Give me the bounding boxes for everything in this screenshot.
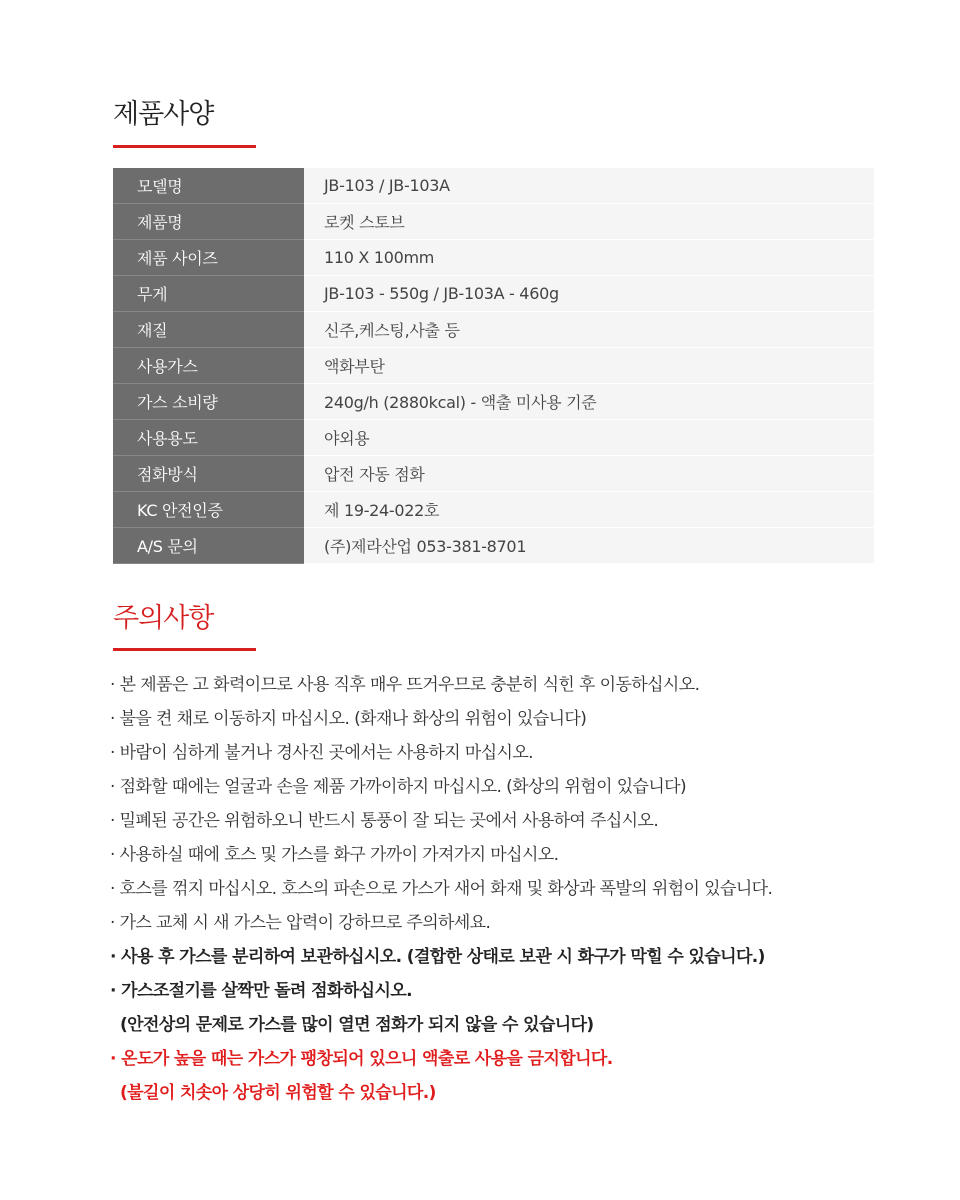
spec-label: 점화방식 xyxy=(113,456,304,492)
spec-value: 압전 자동 점화 xyxy=(304,456,874,492)
caution-item: · 본 제품은 고 화력이므로 사용 직후 매우 뜨거우므로 충분히 식힌 후 이동하십시오. xyxy=(110,675,700,695)
spec-label: 사용가스 xyxy=(113,348,304,384)
caution-item-warning: · 온도가 높을 때는 가스가 팽창되어 있으니 액출로 사용을 금지합니다. xyxy=(110,1049,613,1069)
caution-item: · 호스를 꺾지 마십시오. 호스의 파손으로 가스가 새어 화재 및 화상과 폭발의 위험이 있습니다. xyxy=(110,879,773,899)
spec-value: 신주,케스팅,사출 등 xyxy=(304,312,874,348)
table-row xyxy=(113,348,874,384)
spec-label: 가스 소비량 xyxy=(113,384,304,420)
caution-title: 주의사항 xyxy=(113,603,214,634)
spec-label: KC 안전인증 xyxy=(113,492,304,528)
caution-item-bold: · 가스조절기를 살짝만 돌려 점화하십시오. xyxy=(110,981,412,1001)
table-row xyxy=(113,276,874,312)
caution-list xyxy=(110,668,910,1110)
caution-item-warning-note: (불길이 치솟아 상당히 위험할 수 있습니다.) xyxy=(120,1083,436,1103)
spec-label: 제품 사이즈 xyxy=(113,240,304,276)
table-row xyxy=(113,240,874,276)
spec-value: 액화부탄 xyxy=(304,348,874,384)
table-row xyxy=(113,312,874,348)
spec-value: 로켓 스토브 xyxy=(304,204,874,240)
table-row xyxy=(113,456,874,492)
caution-item: · 바람이 심하게 불거나 경사진 곳에서는 사용하지 마십시오. xyxy=(110,743,533,763)
spec-value: 야외용 xyxy=(304,420,874,456)
table-row xyxy=(113,492,874,528)
table-row xyxy=(113,528,874,564)
caution-item: · 사용하실 때에 호스 및 가스를 화구 가까이 가져가지 마십시오. xyxy=(110,845,559,865)
spec-value: JB-103 - 550g / JB-103A - 460g xyxy=(304,276,874,312)
caution-item: · 밀폐된 공간은 위험하오니 반드시 통풍이 잘 되는 곳에서 사용하여 주십시오. xyxy=(110,811,659,831)
caution-item: · 불을 켠 채로 이동하지 마십시오. (화재나 화상의 위험이 있습니다) xyxy=(110,709,587,729)
spec-title: 제품사양 xyxy=(113,99,214,130)
spec-table xyxy=(113,168,874,564)
spec-label: 재질 xyxy=(113,312,304,348)
spec-label: 모델명 xyxy=(113,168,304,204)
caution-item: · 가스 교체 시 새 가스는 압력이 강하므로 주의하세요. xyxy=(110,913,491,933)
spec-title-underline xyxy=(113,145,256,148)
spec-label: A/S 문의 xyxy=(113,528,304,564)
spec-value: JB-103 / JB-103A xyxy=(304,168,874,204)
caution-item-bold: · 사용 후 가스를 분리하여 보관하십시오. (결합한 상태로 보관 시 화구가 막힐 수 있습니다.) xyxy=(110,947,765,967)
table-row xyxy=(113,420,874,456)
table-row xyxy=(113,204,874,240)
caution-title-underline xyxy=(113,648,256,651)
spec-value: (주)제라산업 053-381-8701 xyxy=(304,528,874,564)
spec-value: 240g/h (2880kcal) - 액출 미사용 기준 xyxy=(304,384,874,420)
spec-label: 무게 xyxy=(113,276,304,312)
table-row xyxy=(113,384,874,420)
table-row xyxy=(113,168,874,204)
spec-label: 제품명 xyxy=(113,204,304,240)
spec-label: 사용용도 xyxy=(113,420,304,456)
caution-item-bold-note: (안전상의 문제로 가스를 많이 열면 점화가 되지 않을 수 있습니다) xyxy=(120,1015,594,1035)
caution-item: · 점화할 때에는 얼굴과 손을 제품 가까이하지 마십시오. (화상의 위험이 있습니다) xyxy=(110,777,687,797)
spec-value: 110 X 100mm xyxy=(304,240,874,276)
spec-value: 제 19-24-022호 xyxy=(304,492,874,528)
